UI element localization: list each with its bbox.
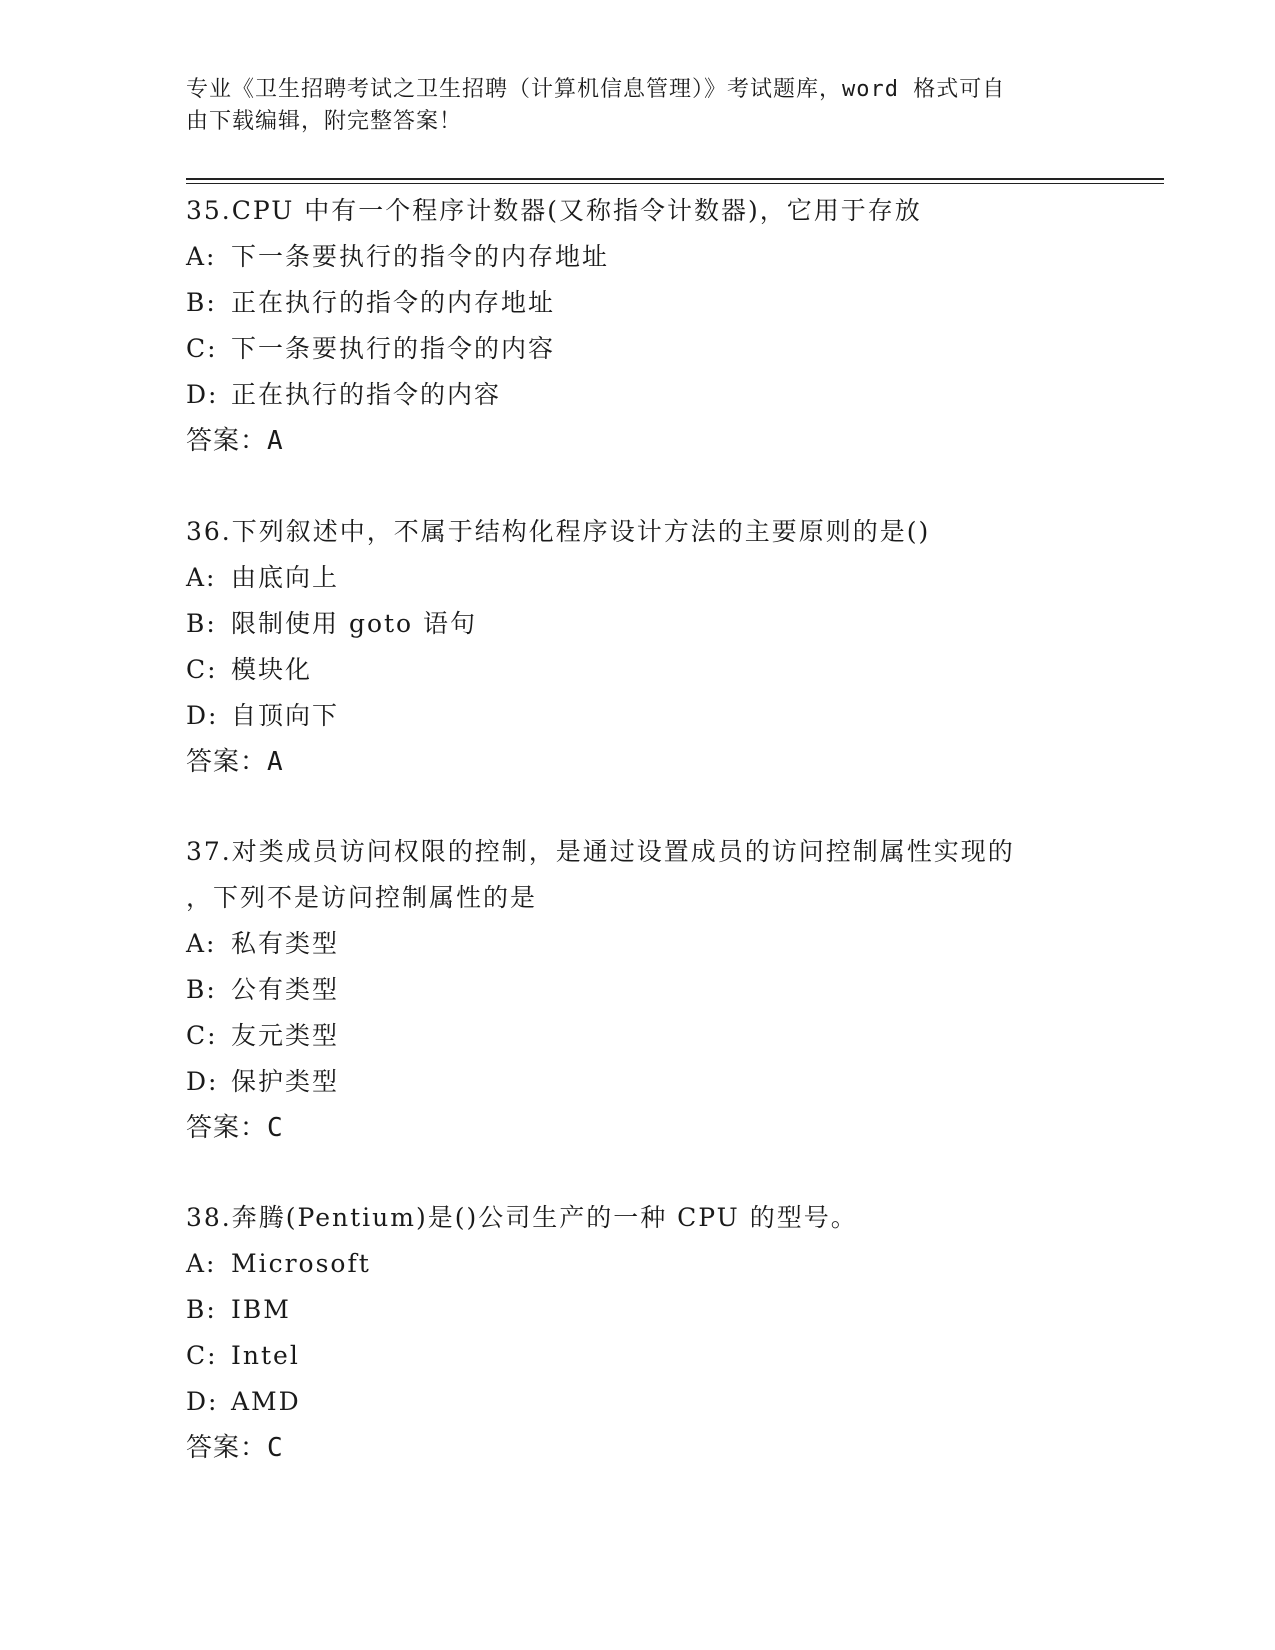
option-text: 自顶向下	[231, 701, 340, 730]
option-b	[186, 601, 1186, 647]
option-letter: A:	[186, 563, 217, 592]
answer-line: 答案：C	[186, 1433, 284, 1463]
option-letter: A:	[186, 929, 217, 958]
option-letter: B:	[186, 609, 217, 638]
option-letter: B:	[186, 288, 217, 317]
option-text: 公有类型	[231, 975, 340, 1004]
option-letter: A:	[186, 242, 217, 271]
option-text: 限制使用 goto 语句	[231, 609, 478, 638]
option-c	[186, 326, 1186, 372]
option-letter: D:	[186, 1387, 219, 1416]
option-text: Microsoft	[231, 1249, 371, 1278]
question-stem: 38.奔腾(Pentium)是()公司生产的一种 CPU 的型号。	[186, 1203, 858, 1232]
question-37	[186, 829, 1186, 1151]
option-b	[186, 280, 1186, 326]
header-line-1: 专业《卫生招聘考试之卫生招聘（计算机信息管理）》考试题库，word 格式可自	[186, 77, 1006, 102]
option-letter: D:	[186, 701, 219, 730]
answer-line: 答案：C	[186, 1113, 284, 1143]
document-header	[186, 74, 1086, 138]
option-c	[186, 1013, 1186, 1059]
option-letter: C:	[186, 655, 218, 684]
question-stem-continued: ，下列不是访问控制属性的是	[186, 883, 538, 912]
header-divider-thin	[186, 183, 1164, 184]
option-b	[186, 967, 1186, 1013]
option-letter: C:	[186, 1021, 218, 1050]
option-text: 友元类型	[231, 1021, 340, 1050]
option-d	[186, 372, 1186, 418]
option-d	[186, 1059, 1186, 1105]
option-letter: C:	[186, 334, 218, 363]
option-text: 下一条要执行的指令的内容	[231, 334, 556, 363]
option-b	[186, 1287, 1186, 1333]
question-stem: 36.下列叙述中，不属于结构化程序设计方法的主要原则的是()	[186, 517, 931, 546]
answer-line: 答案：A	[186, 747, 284, 777]
option-text: Intel	[231, 1341, 300, 1370]
option-letter: C:	[186, 1341, 218, 1370]
option-text: IBM	[231, 1295, 291, 1324]
option-letter: D:	[186, 380, 219, 409]
option-letter: D:	[186, 1067, 219, 1096]
option-a	[186, 1241, 1186, 1287]
question-35	[186, 188, 1186, 464]
option-letter: B:	[186, 975, 217, 1004]
option-text: 模块化	[231, 655, 313, 684]
option-a	[186, 555, 1186, 601]
option-text: 下一条要执行的指令的内存地址	[231, 242, 610, 271]
answer-line: 答案：A	[186, 426, 284, 456]
option-d	[186, 693, 1186, 739]
header-divider-thick	[186, 178, 1164, 180]
option-letter: A:	[186, 1249, 217, 1278]
option-a	[186, 234, 1186, 280]
option-text: 私有类型	[231, 929, 340, 958]
question-stem: 37.对类成员访问权限的控制，是通过设置成员的访问控制属性实现的	[186, 837, 1015, 866]
question-38	[186, 1195, 1186, 1471]
option-text: 保护类型	[231, 1067, 340, 1096]
option-letter: B:	[186, 1295, 217, 1324]
option-c	[186, 647, 1186, 693]
question-stem: 35.CPU 中有一个程序计数器(又称指令计数器)，它用于存放	[186, 196, 922, 225]
question-36	[186, 509, 1186, 785]
option-text: 正在执行的指令的内容	[231, 380, 502, 409]
option-text: 由底向上	[231, 563, 340, 592]
option-text: AMD	[231, 1387, 301, 1416]
option-a	[186, 921, 1186, 967]
option-d	[186, 1379, 1186, 1425]
option-c	[186, 1333, 1186, 1379]
option-text: 正在执行的指令的内存地址	[231, 288, 556, 317]
header-line-2: 由下载编辑，附完整答案！	[186, 109, 463, 134]
